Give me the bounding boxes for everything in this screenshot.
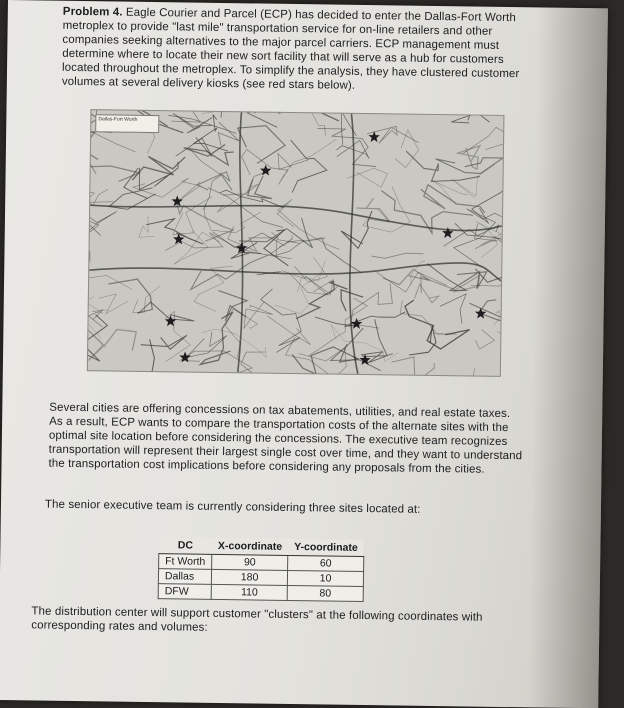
- map-road: [432, 180, 468, 205]
- map-road: [494, 307, 503, 337]
- kiosk-star-icon: [359, 354, 371, 365]
- map-legend: [95, 114, 159, 133]
- map-road: [170, 110, 228, 114]
- map-road: [141, 335, 187, 350]
- paragraph-concessions: Several cities are offering concessions on tax abatements, utilities, and real estate taxes. As a result, ECP wants to compare the transportation costs of the alternate sites with the optimal site location before considering the concessions. The executive team recognizes transportation will represent their largest single cost over time, and they want to understand the transportation cost implications before considering any proposals from the cities.: [48, 401, 523, 476]
- kiosk-star-icon: [475, 308, 487, 319]
- map-road: [190, 150, 222, 210]
- dc-x: 110: [211, 584, 287, 600]
- map-road: [341, 290, 363, 312]
- map-road: [371, 253, 423, 259]
- map-road: [290, 140, 327, 193]
- dfw-map: [87, 109, 505, 377]
- dc-coordinates-table: [158, 537, 365, 602]
- dc-y: 10: [288, 570, 364, 586]
- dc-name: Ft Worth: [159, 554, 212, 570]
- map-road: [202, 329, 267, 358]
- map-road: [414, 284, 438, 303]
- map-graphic: [88, 110, 504, 376]
- map-road: [88, 279, 108, 314]
- paragraph-clusters: The distribution center will support customer "clusters" at the following coordinates with corresponding rates and volumes:: [31, 605, 483, 634]
- problem-label: Problem 4.: [62, 5, 123, 19]
- page-shadow: [528, 7, 608, 708]
- map-legend-title: Dallas-Fort Worth: [98, 116, 138, 123]
- map-road: [285, 138, 336, 173]
- map-road: [88, 252, 90, 270]
- map-road: [267, 316, 312, 345]
- map-road: [257, 256, 328, 282]
- map-road: [463, 127, 504, 154]
- map-road: [139, 161, 178, 190]
- map-road: [409, 325, 436, 355]
- map-road: [89, 166, 139, 182]
- map-road: [285, 337, 346, 376]
- dc-name: DFW: [158, 584, 211, 600]
- dc-x: 90: [212, 554, 288, 570]
- map-road: [427, 264, 487, 292]
- map-road: [260, 289, 302, 353]
- dc-y: 80: [287, 585, 363, 601]
- map-highway: [348, 114, 362, 374]
- map-highway: [89, 258, 501, 281]
- map-road: [451, 110, 489, 123]
- map-road: [139, 216, 155, 237]
- map-road: [400, 300, 457, 334]
- map-highway: [90, 203, 502, 231]
- problem-text: Eagle Courier and Parcel (ECP) has decided to enter the Dallas-Fort Worth metroplex to provide "last mile" transportation service for on-line retailers and other companies seeking alternatives to the major parcel carriers. ECP management must determine where to locate their new sort facility that will serve as a hub for customers located throughout the metroplex. To simplify the analysis, they have clustered customer volumes at several delivery kiosks (see red stars below).: [61, 6, 520, 92]
- map-road: [453, 367, 475, 375]
- table-row: [158, 584, 363, 602]
- map-road: [218, 122, 239, 145]
- map-road: [200, 312, 233, 365]
- map-road: [183, 144, 233, 165]
- map-road: [315, 311, 406, 328]
- map-road: [440, 294, 467, 324]
- map-road: [88, 189, 114, 206]
- map-road: [420, 185, 484, 213]
- map-road: [475, 329, 494, 349]
- map-road: [244, 110, 280, 127]
- map-road: [90, 131, 135, 152]
- map-road: [98, 294, 128, 314]
- dc-name: Dallas: [158, 569, 211, 585]
- header-x: X-coordinate: [212, 538, 288, 556]
- paragraph-sites-intro: The senior executive team is currently considering three sites located at:: [44, 498, 421, 516]
- map-road: [275, 271, 324, 315]
- map-road: [317, 110, 370, 121]
- problem-statement: [62, 5, 533, 96]
- map-road: [435, 157, 502, 174]
- map-road: [292, 344, 358, 375]
- map-road: [469, 299, 503, 322]
- map-road: [88, 282, 104, 319]
- header-y: Y-coordinate: [288, 539, 364, 557]
- map-road: [88, 156, 96, 174]
- map-road: [341, 211, 372, 249]
- map-road: [108, 279, 153, 313]
- map-road: [146, 218, 204, 244]
- map-road: [133, 177, 201, 200]
- map-road: [391, 357, 434, 376]
- dc-y: 60: [288, 555, 364, 571]
- map-road: [88, 203, 117, 244]
- map-road: [341, 110, 357, 145]
- map-road: [217, 183, 259, 213]
- map-road: [204, 203, 261, 233]
- map-highway: [237, 112, 245, 372]
- map-road: [197, 171, 232, 190]
- map-road: [88, 275, 133, 289]
- map-road: [239, 217, 313, 248]
- header-dc: DC: [159, 537, 212, 554]
- map-road: [133, 285, 161, 313]
- map-road: [241, 149, 288, 184]
- map-road: [404, 300, 470, 349]
- map-road: [395, 130, 419, 168]
- dc-x: 180: [211, 569, 287, 585]
